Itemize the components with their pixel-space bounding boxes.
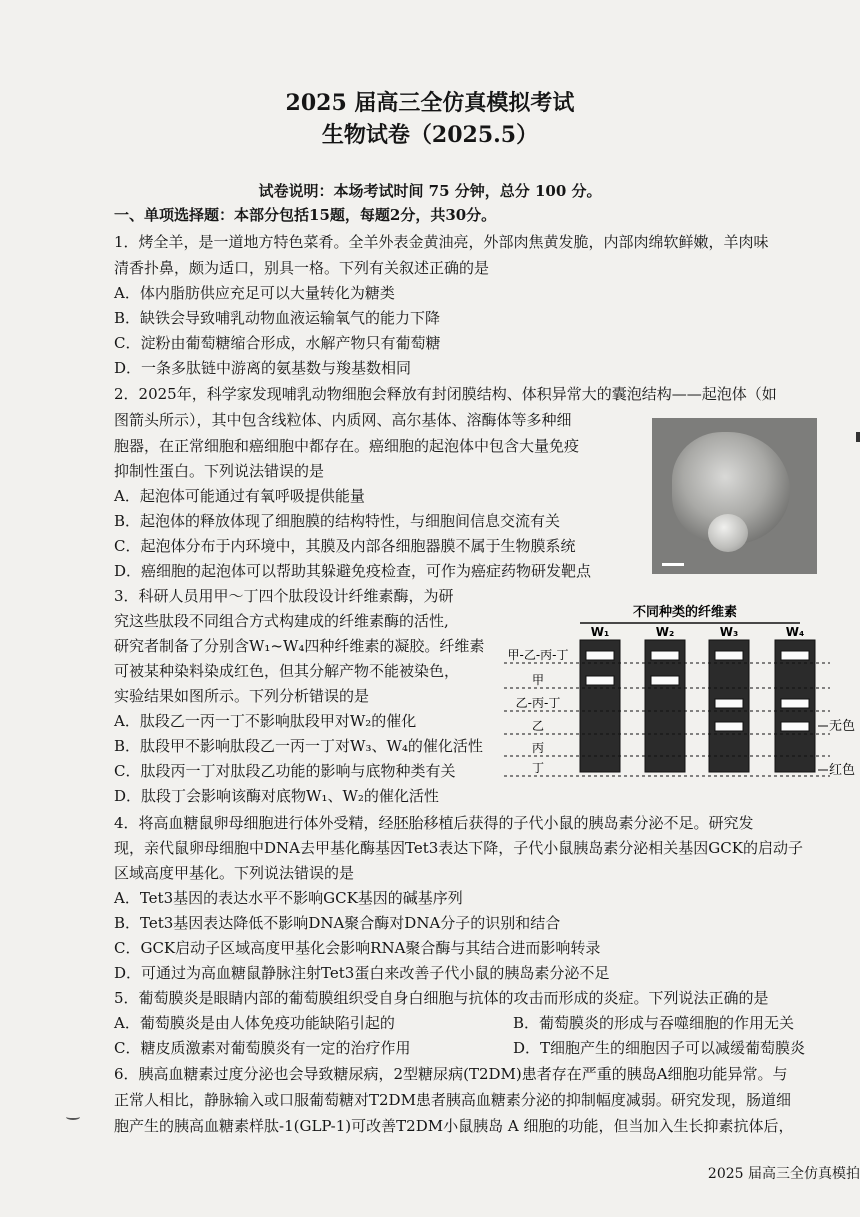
section-heading: 一、单项选择题：本部分包括15题，每题2分，共30分。: [114, 206, 497, 224]
clear-band: [586, 651, 614, 660]
option-text: C．淀粉由葡萄糖缩合形成，水解产物只有葡萄糖: [114, 334, 441, 352]
question-text: 胞器，在正常细胞和癌细胞中都存在。癌细胞的起泡体中包含大量免疫: [114, 437, 580, 455]
question-text: 2．2025年，科学家发现哺乳动物细胞会释放有封闭膜结构、体积异常大的囊泡结构——起泡体（如: [114, 385, 777, 403]
exam-instructions: 试卷说明：本场考试时间 75 分钟，总分 100 分。: [258, 182, 602, 200]
option-text: C．起泡体分布于内环境中，其膜及内部各细胞器膜不属于生物膜系统: [114, 537, 576, 555]
exam-title: 2025 届高三全仿真模拟考试: [285, 90, 575, 116]
column-label: W₃: [719, 625, 739, 639]
option-text: A．起泡体可能通过有氧呼吸提供能量: [114, 487, 365, 505]
clear-band: [586, 676, 614, 685]
option-text: C．糖皮质激素对葡萄膜炎有一定的治疗作用: [114, 1039, 411, 1057]
question-text: 研究者制备了分别含W₁~W₄四种纤维素的凝胶。纤维素: [114, 637, 485, 655]
pen-mark: [66, 1114, 80, 1120]
option-text: B．起泡体的释放体现了细胞膜的结构特性，与细胞间信息交流有关: [114, 512, 561, 530]
column-label: W₁: [590, 625, 610, 639]
scale-bar: [662, 563, 684, 566]
question-text: 5．葡萄膜炎是眼睛内部的葡萄膜组织受自身白细胞与抗体的攻击而形成的炎症。下列说法正确的是: [114, 989, 769, 1007]
option-text: A．葡萄膜炎是由人体免疫功能缺陷引起的: [114, 1014, 395, 1032]
question-text: 3．科研人员用甲～丁四个肽段设计纤维素酶，为研: [114, 587, 454, 605]
option-text: D．癌细胞的起泡体可以帮助其躲避免疫检查，可作为癌症药物研发靶点: [114, 562, 592, 580]
clear-band: [715, 722, 743, 731]
option-text: A．体内脂肪供应充足可以大量转化为糖类: [114, 284, 395, 302]
option-text: B．缺铁会导致哺乳动物血液运输氧气的能力下降: [114, 309, 441, 327]
clear-band: [781, 722, 809, 731]
option-text: D．T细胞产生的细胞因子可以减缓葡萄膜炎: [513, 1039, 806, 1057]
row-label: 丁: [531, 761, 545, 775]
question-text: 究这些肽段不同组合方式构建成的纤维素酶的活性,: [114, 612, 449, 630]
column-label: W₄: [785, 625, 805, 639]
option-text: B．葡萄膜炎的形成与吞噬细胞的作用无关: [513, 1014, 795, 1032]
edge-mark: [856, 432, 860, 442]
row-label: 丙: [531, 741, 545, 755]
clear-band: [715, 651, 743, 660]
question-text: 4．将高血糖鼠卵母细胞进行体外受精，经胚胎移植后获得的子代小鼠的胰岛素分泌不足。研究发: [114, 814, 754, 832]
row-label: 乙-丙-丁: [515, 696, 561, 710]
legend-colorless: 无色: [829, 719, 856, 734]
option-text: B．Tet3基因表达降低不影响DNA聚合酶对DNA分子的识别和结合: [114, 914, 561, 932]
option-text: A．Tet3基因的表达水平不影响GCK基因的碱基序列: [114, 889, 463, 907]
clear-band: [781, 651, 809, 660]
row-label: 甲: [531, 673, 545, 687]
row-label: 乙: [531, 719, 545, 733]
question-text: 抑制性蛋白。下列说法错误的是: [114, 462, 325, 480]
question-text: 现，亲代鼠卵母细胞中DNA去甲基化酶基因Tet3表达下降，子代小鼠胰岛素分泌相关基因GCK的启动子: [114, 839, 803, 857]
option-text: C．GCK启动子区域高度甲基化会影响RNA聚合酶与其结合进而影响转录: [114, 939, 601, 957]
option-text: D．一条多肽链中游离的氨基数与羧基数相同: [114, 359, 412, 377]
question-text: 区域高度甲基化。下列说法错误的是: [114, 864, 355, 882]
option-text: B．肽段甲不影响肽段乙一丙一丁对W₃、W₄的催化活性: [114, 737, 483, 755]
clear-band: [715, 699, 743, 708]
clear-band: [651, 676, 679, 685]
question-text: 6．胰高血糖素过度分泌也会导致糖尿病，2型糖尿病(T2DM)患者存在严重的胰岛A细胞功能异常。与: [114, 1065, 788, 1083]
option-text: D．肽段丁会影响该酶对底物W₁、W₂的催化活性: [114, 787, 439, 805]
clear-band: [651, 651, 679, 660]
option-text: D．可通过为高血糖鼠静脉注射Tet3蛋白来改善子代小鼠的胰岛素分泌不足: [114, 964, 610, 982]
figure-title: 不同种类的纤维素: [632, 605, 738, 620]
question-text: 图箭头所示），其中包含线粒体、内质网、高尔基体、溶酶体等多种细: [114, 411, 572, 429]
question-text: 正常人相比，静脉输入或口服葡萄糖对T2DM患者胰高血糖素分泌的抑制幅度减弱。研究发现，肠道细: [114, 1091, 791, 1109]
page-footer: 2025 届高三全仿真模拍: [707, 1166, 860, 1182]
option-text: C．肽段丙一丁对肽段乙功能的影响与底物种类有关: [114, 762, 456, 780]
vesicle-micrograph: [652, 418, 817, 574]
legend-red: 红色: [829, 763, 856, 778]
clear-band: [781, 699, 809, 708]
question-text: 可被某种染料染成红色，但其分解产物不能被染色，: [114, 662, 460, 680]
option-text: A．肽段乙一丙一丁不影响肽段甲对W₂的催化: [114, 712, 417, 730]
column-label: W₂: [655, 625, 675, 639]
question-text: 1．烤全羊，是一道地方特色菜肴。全羊外表金黄油亮，外部肉焦黄发脆，内部肉绵软鲜嫩，羊肉味: [114, 233, 769, 251]
question-text: 实验结果如图所示。下列分析错误的是: [114, 687, 370, 705]
row-label: 甲-乙-丙-丁: [507, 648, 569, 662]
question-text: 清香扑鼻，颇为适口，别具一格。下列有关叙述正确的是: [114, 259, 490, 277]
cellulase-gel-figure: [500, 600, 860, 790]
question-text: 胞产生的胰高血糖素样肽-1(GLP-1)可改善T2DM小鼠胰岛 A 细胞的功能，但当加入生长抑素抗体后，: [114, 1117, 794, 1135]
exam-subtitle: 生物试卷（2025.5）: [321, 122, 539, 148]
